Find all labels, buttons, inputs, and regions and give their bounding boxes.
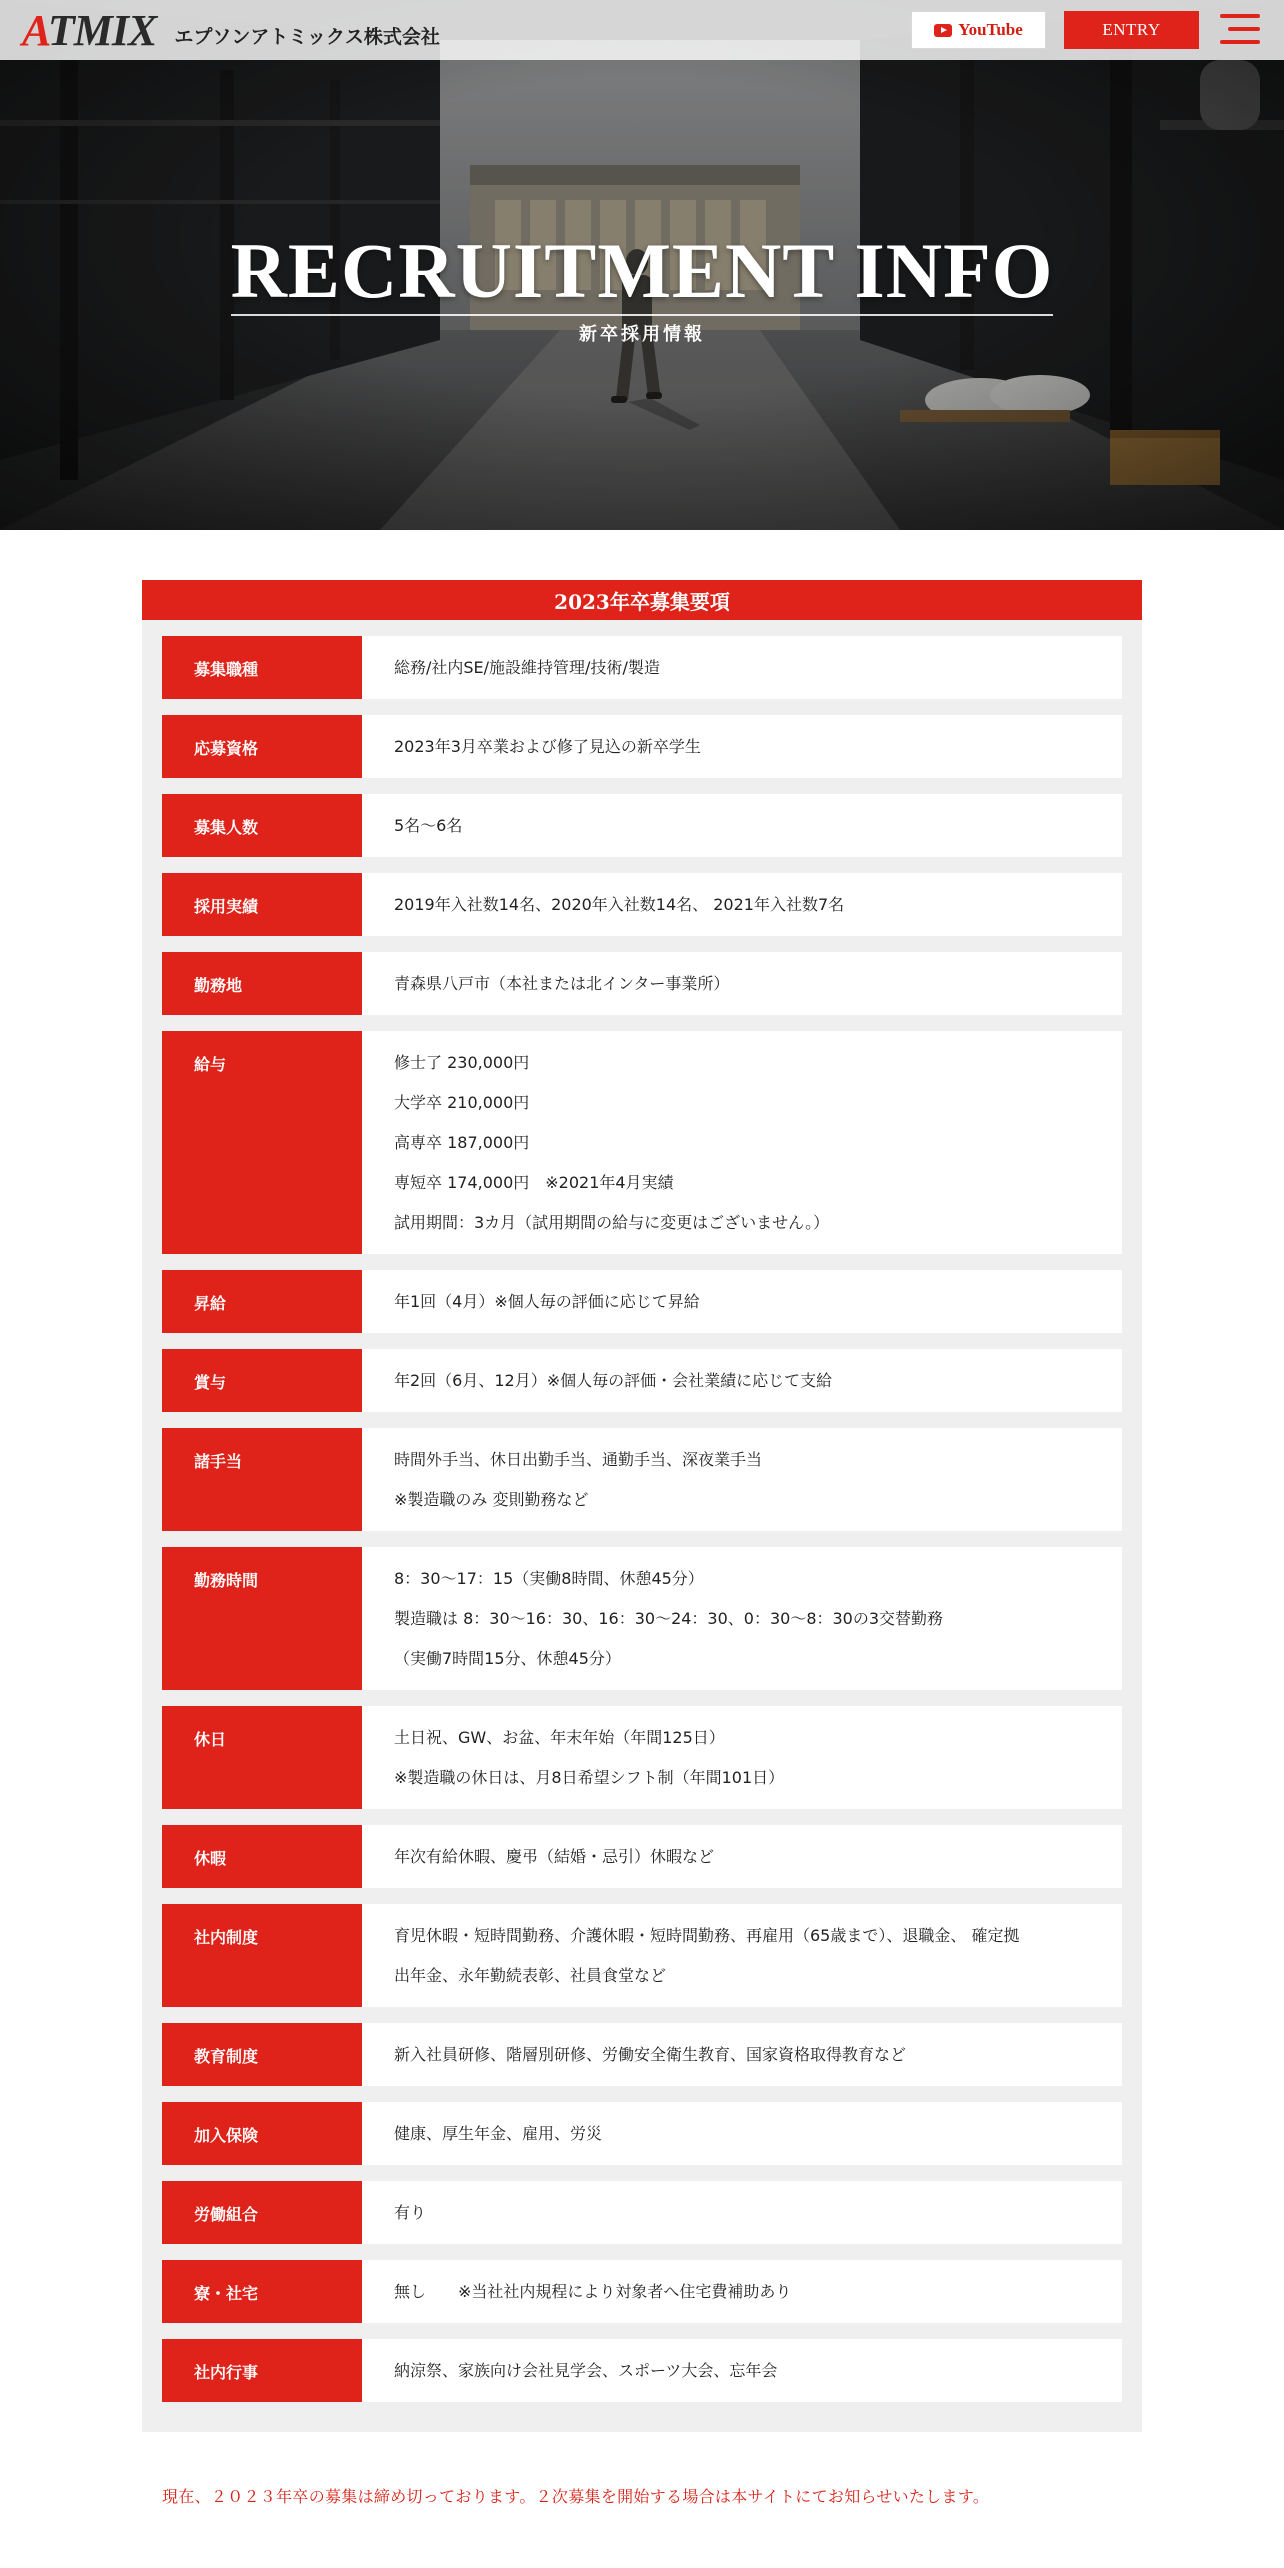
- row-value-line: 無し ※当社社内規程により対象者へ住宅費補助あり: [394, 2282, 792, 2301]
- row-value: [362, 2339, 1122, 2402]
- row-label: 応募資格: [162, 715, 362, 778]
- row-label: 募集人数: [162, 794, 362, 857]
- row-label: 寮・社宅: [162, 2260, 362, 2323]
- recruitment-table: [142, 620, 1142, 2432]
- row-label: 賞与: [162, 1349, 362, 1412]
- row-label: 教育制度: [162, 2023, 362, 2086]
- hero-title: RECRUITMENT INFO: [230, 227, 1054, 314]
- table-row: [162, 2339, 1122, 2402]
- row-value: [362, 1270, 1122, 1333]
- row-label: 休日: [162, 1706, 362, 1809]
- row-value: [362, 1904, 1122, 2007]
- row-value-line: 納涼祭、家族向け会社見学会、スポーツ大会、忘年会: [394, 2361, 778, 2380]
- row-value: [362, 715, 1122, 778]
- row-label: 給与: [162, 1031, 362, 1254]
- hamburger-menu-icon[interactable]: [1216, 14, 1260, 46]
- row-label: 昇給: [162, 1270, 362, 1333]
- row-value-line: 5名〜6名: [394, 816, 463, 835]
- row-value-line: 試用期間：3カ月（試用期間の給与に変更はございません。）: [394, 1213, 830, 1232]
- row-value-line: 青森県八戸市（本社または北インター事業所）: [394, 974, 730, 993]
- company-logo[interactable]: [22, 4, 440, 56]
- table-row: [162, 1349, 1122, 1412]
- row-value: [362, 952, 1122, 1015]
- row-value-line: 土日祝、GW、お盆、年末年始（年間125日）: [394, 1728, 725, 1747]
- row-value-line: 修士了 230,000円: [394, 1053, 530, 1072]
- row-value-line: 高専卒 187,000円: [394, 1133, 530, 1152]
- row-value: [362, 1706, 1122, 1809]
- menu-bar: [1220, 14, 1260, 18]
- row-value-line: 育児休暇・短時間勤務、介護休暇・短時間勤務、再雇用（65歳まで）、退職金、 確定拠: [394, 1926, 1020, 1945]
- table-row: [162, 1428, 1122, 1531]
- row-value: [362, 1825, 1122, 1888]
- row-value: [362, 636, 1122, 699]
- row-value: [362, 2260, 1122, 2323]
- table-row: [162, 952, 1122, 1015]
- table-row: [162, 2023, 1122, 2086]
- row-value-line: 年2回（6月、12月）※個人毎の評価・会社業績に応じて支給: [394, 1371, 833, 1390]
- table-row: [162, 715, 1122, 778]
- row-value: [362, 1547, 1122, 1690]
- table-row: [162, 636, 1122, 699]
- row-label: 勤務地: [162, 952, 362, 1015]
- row-value-line: 時間外手当、休日出勤手当、通勤手当、深夜業手当: [394, 1450, 763, 1469]
- row-value-line: （実働7時間15分、休憩45分）: [394, 1649, 621, 1668]
- youtube-button[interactable]: [911, 11, 1046, 49]
- row-value-line: 8：30〜17：15（実働8時間、休憩45分）: [394, 1569, 704, 1588]
- row-value-line: 2019年入社数14名、2020年入社数14名、 2021年入社数7名: [394, 895, 845, 914]
- row-value: [362, 1031, 1122, 1254]
- table-row: [162, 1547, 1122, 1690]
- row-value-line: 大学卒 210,000円: [394, 1093, 530, 1112]
- row-label: 休暇: [162, 1825, 362, 1888]
- row-value: [362, 794, 1122, 857]
- row-value: [362, 2023, 1122, 2086]
- table-row: [162, 1825, 1122, 1888]
- row-label: 勤務時間: [162, 1547, 362, 1690]
- row-value: [362, 2102, 1122, 2165]
- row-value: [362, 1428, 1122, 1531]
- table-row: [162, 1270, 1122, 1333]
- row-label: 加入保険: [162, 2102, 362, 2165]
- hero-banner: [0, 0, 1284, 530]
- row-value-line: 製造職は 8：30〜16：30、16：30〜24：30、0：30〜8：30の3交替勤務: [394, 1609, 944, 1628]
- menu-bar: [1220, 40, 1260, 44]
- table-row: [162, 1031, 1122, 1254]
- entry-button[interactable]: ENTRY: [1064, 11, 1199, 49]
- logo-mark: ATMIX: [22, 5, 157, 55]
- row-label: 諸手当: [162, 1428, 362, 1531]
- table-row: [162, 1904, 1122, 2007]
- recruitment-heading: 2023年卒募集要項: [142, 580, 1142, 620]
- row-value-line: ※製造職の休日は、月8日希望シフト制（年間101日）: [394, 1768, 785, 1787]
- row-label: 採用実績: [162, 873, 362, 936]
- logo-company-name: エプソンアトミックス株式会社: [174, 25, 440, 48]
- row-value-line: 健康、厚生年金、雇用、労災: [394, 2124, 603, 2143]
- row-value: [362, 1349, 1122, 1412]
- row-value: [362, 873, 1122, 936]
- hero-subtitle: 新卒採用情報: [579, 324, 705, 345]
- row-value-line: ※製造職のみ 変則勤務など: [394, 1490, 589, 1509]
- closing-notice: 現在、２０２３年卒の募集は締め切っております。２次募集を開始する場合は本サイトにてお知らせいたします。: [162, 2487, 990, 2506]
- row-label: 社内行事: [162, 2339, 362, 2402]
- row-value-line: 2023年3月卒業および修了見込の新卒学生: [394, 737, 701, 756]
- youtube-label: YouTube: [958, 20, 1023, 39]
- table-row: [162, 794, 1122, 857]
- row-label: 労働組合: [162, 2181, 362, 2244]
- recruitment-section: [142, 580, 1142, 2432]
- row-value-line: 専短卒 174,000円 ※2021年4月実績: [394, 1173, 674, 1192]
- table-row: [162, 2102, 1122, 2165]
- row-value: [362, 2181, 1122, 2244]
- youtube-icon: [934, 24, 952, 37]
- table-row: [162, 2260, 1122, 2323]
- menu-bar: [1228, 27, 1260, 31]
- table-row: [162, 873, 1122, 936]
- row-value-line: 年1回（4月）※個人毎の評価に応じて昇給: [394, 1292, 700, 1311]
- hero-title-block: [0, 227, 1284, 346]
- row-value-line: 総務/社内SE/施設維持管理/技術/製造: [394, 658, 660, 677]
- row-label: 募集職種: [162, 636, 362, 699]
- table-row: [162, 1706, 1122, 1809]
- row-label: 社内制度: [162, 1904, 362, 2007]
- row-value-line: 新入社員研修、階層別研修、労働安全衛生教育、国家資格取得教育など: [394, 2045, 907, 2064]
- table-row: [162, 2181, 1122, 2244]
- row-value-line: 年次有給休暇、慶弔（結婚・忌引）休暇など: [394, 1847, 715, 1866]
- row-value-line: 出年金、永年勤続表彰、社員食堂など: [394, 1966, 667, 1985]
- site-header: [0, 0, 1284, 60]
- row-value-line: 有り: [394, 2203, 427, 2222]
